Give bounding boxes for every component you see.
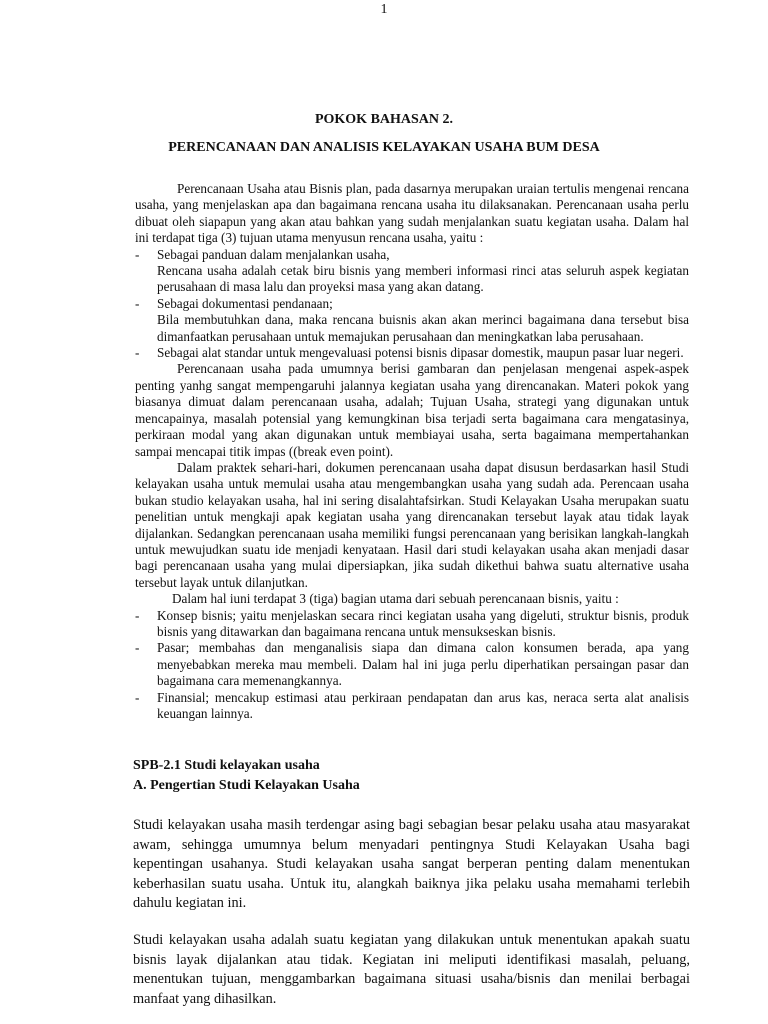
- body-paragraph: Dalam praktek sehari-hari, dokumen perencanaan usaha dapat disusun berdasarkan hasil Studi kelayakan usaha untuk memulai usaha atau mengembangkan usaha yang sudah ada. Perencaan usaha bukan studio kelayakan usaha, hal ini sering disalahtafsirkan. Studi Kelayakan Usaha merupakan suatu penelitian untuk mengkaji apak kegiatan usaha yang direncanakan tersebut layak atau tidak layak dijalankan. Sedangkan perencanaan usaha memiliki fungsi perencanaan yang berisikan langkah-langkah untuk mewujudkan suatu ide menjadi kenyataan. Hasil dari studi kelayakan usaha akan menjadi dasar bagi perencanaan usaha yang mulai dipersiapkan, jika sudah dikethui bahwa suatu alternative usaha tersebut layak untuk dilanjutkan.: [135, 459, 689, 590]
- list-item-detail: Bila membutuhkan dana, maka rencana buisnis akan akan merinci bagaimana dana tersebut bisa dimanfaatkan perusahaan untuk memajukan perusahaan dan meningkatkan laba perusahaan.: [157, 312, 689, 344]
- list-item: - Konsep bisnis; yaitu menjelaskan secara rinci kegiatan usaha yang digeluti, struktur bisnis, produk bisnis yang ditawarkan dan bagaimana rencana untuk mensukseskan bisnis.: [135, 608, 689, 641]
- list-item: [135, 296, 689, 345]
- section-subtitle: A. Pengertian Studi Kelayakan Usaha: [133, 778, 360, 793]
- list-item: [135, 247, 689, 296]
- list-item-detail: Rencana usaha adalah cetak biru bisnis yang memberi informasi rinci atas seluruh aspek kegiatan perusahaan di masa lalu dan proyeksi masa yang akan datang.: [157, 263, 689, 295]
- chapter-heading: POKOK BAHASAN 2.: [314, 112, 454, 127]
- document-body: [135, 181, 689, 722]
- intro-paragraph: Perencanaan Usaha atau Bisnis plan, pada dasarnya merupakan uraian tertulis mengenai rencana usaha, yang menjelaskan apa dan bagaimana rencana usaha itu dilaksanakan. Perencanaan usaha perlu dibuat oleh siapapun yang akan atau bahkan yang sudah menjalankan suatu kegiatan usaha. Dalam hal ini terdapat tiga (3) tujuan utama menyusun rencana usaha, yaitu :: [135, 181, 689, 246]
- page-number: 1: [380, 2, 388, 17]
- list-item: [135, 345, 689, 361]
- list-item: - Finansial; mencakup estimasi atau perkiraan pendapatan dan arus kas, neraca serta alat analisis keuangan lainnya.: [135, 690, 689, 723]
- list-item-title: - Sebagai panduan dalam menjalankan usaha,: [157, 246, 390, 262]
- body-paragraph: Perencanaan usaha pada umumnya berisi gambaran dan penjelasan mengenai aspek-aspek penting yanhg sangat mempengaruhi jalannya kegiatan usaha yang direncanakan. Materi pokok yang biasanya dimuat dalam perencanaan usaha, adalah; Tujuan Usaha, strategi yang digunakan untuk mencapainya, masalah potensial yang kemungkinan bisa terjadi serta bagaimana cara mengatasinya, perkiraan modal yang akan digunakan untuk membiayai usaha, serta bagaimana mempertahankan sampai mencapai titik impas ((break even point).: [135, 361, 689, 459]
- section-paragraph: Studi kelayakan usaha adalah suatu kegiatan yang dilakukan untuk menentukan apakah suatu bisnis layak dijalankan atau tidak. Kegiatan ini meliputi identifikasi masalah, peluang, menentukan tujuan, menggambarkan bagaimana situasi usaha/bisnis dan menilai berbagai manfaat yang dihasilkan.: [133, 932, 690, 1007]
- section-title: SPB-2.1 Studi kelayakan usaha: [133, 758, 320, 773]
- list-item-title: - Sebagai alat standar untuk mengevaluasi potensi bisnis dipasar domestik, maupun pasar luar negeri.: [157, 345, 684, 361]
- goals-list: [135, 247, 689, 362]
- chapter-title: PERENCANAAN DAN ANALISIS KELAYAKAN USAHA BUM DESA: [168, 140, 600, 155]
- parts-list: [135, 608, 689, 723]
- section-paragraph: Studi kelayakan usaha masih terdengar asing bagi sebagian besar pelaku usaha atau masyarakat awam, sehingga umumnya belum menyadari pentingnya Studi Kelayakan Usaha bagi kepentingan usahanya. Studi kelayakan usaha sangat berperan penting dalam menentukan keberhasilan suatu usaha. Untuk itu, alangkah baiknya jika pelaku usaha memahami terlebih dahulu kegiatan ini.: [133, 817, 690, 912]
- list-item-title: - Sebagai dokumentasi pendanaan;: [157, 295, 333, 311]
- list-item: - Pasar; membahas dan menganalisis siapa dan dimana calon konsumen berada, apa yang menyebabkan mereka mau membeli. Dalam hal ini juga perlu diperhatikan persaingan pasar dan bagaimana cara memenangkannya.: [135, 640, 689, 689]
- body-paragraph: Dalam hal iuni terdapat 3 (tiga) bagian utama dari sebuah perencanaan bisnis, yaitu :: [172, 591, 619, 607]
